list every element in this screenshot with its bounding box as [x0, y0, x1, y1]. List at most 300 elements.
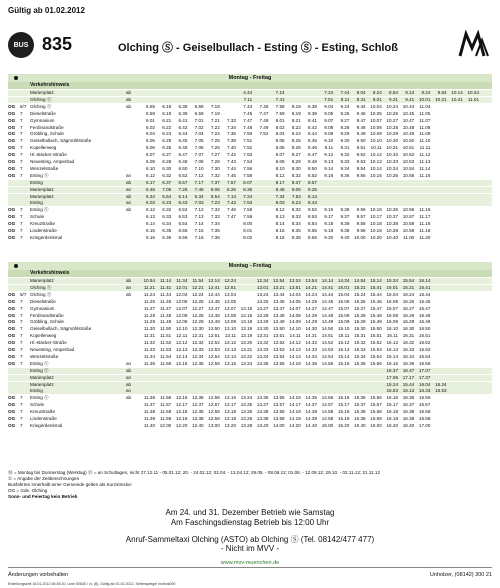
departure-time-cell: 14.14 [289, 353, 301, 359]
table-row [8, 131, 492, 137]
departure-time-cell: 14.09 [289, 319, 301, 325]
stop-name-cell: Kreuzstraße [30, 221, 56, 227]
departure-time-cell: 7.47 [227, 214, 236, 220]
departure-time-cell: 7.06 [162, 186, 172, 192]
zone-number-cell: 7 [20, 353, 23, 359]
departure-time-cell: 16.48 [418, 312, 431, 318]
departure-time-cell: 15.12 [337, 340, 350, 346]
departure-time-cell: 10.51 [402, 145, 415, 151]
departure-time-cell: 12.05 [175, 298, 188, 304]
departure-time-cell: 7.50 [243, 131, 253, 137]
zone-number-cell: 7 [20, 340, 23, 346]
departure-time-cell: 9.05 [324, 110, 334, 116]
departure-time-cell: 8.46 [308, 145, 317, 151]
departure-time-cell: 6.54 [210, 193, 220, 199]
departure-time-cell: 12.33 [192, 347, 204, 352]
zone-cell: OG [8, 124, 16, 130]
departure-time-cell: 12.36 [192, 360, 204, 366]
zone-cell: OG [8, 214, 16, 220]
departure-time-cell: 12.41 [208, 284, 220, 290]
departure-time-cell: 7.28 [210, 159, 220, 164]
departure-time-cell: 13.50 [273, 326, 285, 332]
departure-time-cell: 15.36 [354, 360, 366, 366]
departure-time-cell: 6.58 [194, 103, 204, 109]
departure-time-cell: 7.51 [243, 138, 253, 144]
zone-number-cell: 7 [20, 117, 23, 123]
departure-time-cell: 14.48 [321, 312, 334, 318]
departure-time-cell: 6.14 [146, 221, 155, 227]
departure-time-cell: 15.18 [337, 416, 350, 421]
departure-time-cell: 9.21 [389, 96, 398, 102]
departure-time-cell: 7.24 [243, 193, 253, 199]
stop-name-cell: Geiselbullach, Sägmühlstraße [30, 326, 92, 332]
stop-name-cell: Olching Ⓢ [30, 284, 52, 290]
departure-time-cell: 14.14 [321, 278, 334, 283]
departure-time-cell: 6.34 [162, 221, 172, 227]
departure-time-cell: 13.44 [273, 291, 285, 297]
zone-cell: OG [8, 360, 16, 366]
departure-time-cell: 17.06 [386, 374, 398, 380]
table-row [8, 278, 492, 284]
departure-time-cell: 11.44 [160, 291, 172, 297]
departure-time-cell: 12.24 [224, 278, 236, 283]
departure-time-cell: 13.56 [273, 395, 285, 401]
departure-time-cell: 10.54 [143, 278, 155, 283]
stop-name-cell: Ferdinandstraße [30, 312, 64, 318]
departure-time-cell: 12.27 [192, 305, 204, 311]
departure-time-cell: 6.32 [162, 172, 172, 178]
arr-dep-cell: an [126, 284, 132, 290]
departure-time-cell: 11.41 [160, 284, 172, 290]
zone-number-cell: 7 [20, 347, 23, 352]
departure-time-cell: 8.13 [275, 214, 285, 220]
departure-time-cell: 6.56 [178, 234, 188, 240]
departure-time-cell: 7.58 [243, 172, 253, 178]
stop-name-cell: Gymnasium [30, 117, 55, 123]
departure-time-cell: 9.24 [340, 103, 350, 109]
footer-right-text: Unholzer, (08142) 300 21 [429, 572, 492, 578]
zone-number-cell: 7 [20, 145, 23, 151]
departure-time-cell: 7.56 [243, 165, 253, 171]
departure-time-cell: 7.21 [210, 117, 220, 123]
table-row [8, 354, 492, 360]
departure-time-cell: 10.24 [386, 103, 398, 109]
departure-time-cell: 6.19 [162, 110, 172, 116]
departure-time-cell: 10.11 [370, 145, 382, 151]
table-row [8, 228, 492, 234]
departure-time-cell: 13.54 [305, 278, 317, 283]
departure-time-cell: 13.36 [256, 395, 269, 401]
departure-time-cell: 9.49 [356, 131, 366, 137]
departure-time-cell: 7.53 [243, 200, 253, 206]
departure-time-cell: 7.49 [259, 124, 269, 130]
departure-time-cell: 6.53 [178, 214, 188, 220]
departure-time-cell: 10.00 [354, 234, 366, 240]
departure-time-cell: 15.25 [354, 298, 366, 304]
arr-dep-cell: an [126, 172, 132, 178]
stop-name-cell: Gröbling, Schule [30, 131, 64, 137]
departure-time-cell: 9.18 [324, 221, 334, 227]
footnote-line: Busfahrten innerhalb einer Gemeinde gelten als Kurzstrecke: [8, 482, 133, 487]
departure-time-cell: 15.52 [370, 340, 382, 346]
departure-time-cell: 13.49 [273, 319, 285, 325]
departure-time-cell: 11.14 [419, 165, 431, 171]
zone-cell: OG [8, 221, 16, 227]
notice-line: Am Faschingsdienstag Betrieb bis 12:00 Uhr [170, 518, 330, 527]
zone-number-cell: 7 [20, 207, 23, 213]
departure-time-cell: 16.16 [386, 360, 398, 366]
departure-time-cell: 14.54 [354, 278, 366, 283]
departure-time-cell: 13.25 [256, 298, 269, 304]
departure-time-cell: 6.22 [162, 124, 172, 130]
footer-url-link[interactable]: www.mvv-muenchen.de [220, 560, 280, 566]
departure-time-cell: 12.58 [208, 409, 220, 415]
departure-time-cell: 11.10 [419, 138, 431, 144]
departure-time-cell: 9.33 [340, 159, 350, 164]
departure-time-cell: 8.21 [291, 117, 301, 123]
departure-time-cell: 8.10 [275, 165, 285, 171]
departure-time-cell: 12.49 [208, 319, 220, 325]
departure-time-cell: 8.52 [308, 207, 317, 213]
departure-time-cell: 12.45 [208, 298, 220, 304]
arr-dep-cell: an [126, 388, 132, 394]
departure-time-cell: 12.08 [175, 312, 188, 318]
departure-time-cell: 7.16 [194, 234, 204, 240]
departure-time-cell: 8.28 [291, 159, 301, 164]
departure-time-cell: 11.21 [143, 284, 155, 290]
departure-time-cell: 13.26 [240, 409, 253, 415]
departure-time-cell: 13.01 [256, 284, 269, 290]
departure-time-cell: 16.01 [386, 284, 398, 290]
departure-time-cell: 16.29 [402, 319, 415, 325]
departure-time-cell: 8.54 [308, 221, 317, 227]
departure-time-cell: 11.34 [143, 353, 155, 359]
departure-time-cell: 9.04 [324, 103, 334, 109]
zone-number-cell: 7 [20, 326, 23, 332]
departure-time-cell: 9.48 [356, 124, 366, 130]
route-title: Olching Ⓢ - Geiselbullach - Esting Ⓢ - Esting, Schloß [118, 42, 398, 54]
departure-time-cell: 16.28 [402, 312, 415, 318]
table-row [8, 166, 492, 172]
departure-time-cell: 16.40 [402, 422, 415, 428]
departure-time-cell: 13.38 [256, 416, 269, 421]
departure-time-cell: 6.18 [162, 103, 172, 109]
departure-time-cell: 6.07 [146, 152, 155, 158]
departure-time-cell: 8.03 [275, 200, 285, 206]
arr-dep-cell: ab [126, 278, 132, 283]
departure-time-cell: 16.31 [402, 333, 415, 339]
departure-time-cell: 12.56 [208, 360, 220, 366]
departure-time-cell: 11.17 [419, 214, 431, 220]
departure-time-cell: 14.58 [321, 416, 334, 421]
departure-time-cell: 9.37 [340, 214, 350, 220]
column-header-label: Verkehrshinweis [30, 82, 70, 88]
departure-time-cell: 14.32 [305, 340, 317, 346]
table-row [8, 333, 492, 339]
departure-time-cell: 16.04 [386, 291, 398, 297]
departure-time-cell: 10.56 [402, 172, 415, 178]
departure-time-cell: 13.24 [240, 360, 253, 366]
departure-time-cell: 7.44 [340, 90, 350, 95]
departure-time-cell: 16.38 [402, 416, 415, 421]
notice-line: Am 24. und 31. Dezember Betrieb wie Samstag [165, 508, 335, 517]
departure-time-cell: 7.38 [227, 138, 236, 144]
departure-time-cell: 6.24 [162, 131, 172, 137]
departure-time-cell: 7.25 [210, 138, 220, 144]
departure-time-cell: 8.02 [275, 124, 285, 130]
mvv-logo-icon [456, 30, 492, 60]
departure-time-cell: 7.32 [210, 172, 220, 178]
departure-time-cell: 9.34 [340, 165, 350, 171]
departure-time-cell: 15.44 [370, 291, 382, 297]
departure-time-cell: 11.28 [143, 312, 155, 318]
departure-time-cell: 8.56 [308, 234, 317, 240]
departure-time-cell: 8.14 [275, 221, 285, 227]
departure-time-cell: 14.56 [321, 360, 334, 366]
departure-time-cell: 6.46 [146, 186, 155, 192]
zone-cell: OG [8, 326, 16, 332]
departure-time-cell: 7.58 [275, 103, 285, 109]
departure-time-cell: 16.04 [418, 381, 431, 387]
zone-number-cell: 7 [20, 234, 23, 240]
departure-time-cell: 16.00 [370, 422, 382, 428]
departure-time-cell: 10.18 [370, 221, 382, 227]
departure-time-cell: 9.41 [405, 96, 415, 102]
departure-time-cell: 16.18 [386, 416, 398, 421]
zone-cell: OG [8, 159, 16, 164]
departure-time-cell: 10.07 [370, 117, 382, 123]
departure-time-cell: 10.04 [370, 103, 382, 109]
departure-time-cell: 12.00 [159, 422, 172, 428]
departure-time-cell: 15.54 [402, 278, 415, 283]
departure-time-cell: 6.38 [178, 103, 188, 109]
timetable-header [8, 30, 492, 60]
departure-time-cell: 10.14 [451, 90, 463, 95]
departure-time-cell: 10.41 [451, 96, 463, 102]
departure-time-cell: 9.14 [324, 165, 334, 171]
stop-name-cell: Neuesting, Amperbad [30, 347, 75, 352]
departure-time-cell: 10.13 [370, 159, 382, 164]
departure-time-cell: 10.09 [370, 131, 382, 137]
departure-time-cell: 11.24 [143, 291, 155, 297]
departure-time-cell: 16.05 [386, 298, 398, 304]
arr-dep-cell: ab [126, 90, 132, 95]
departure-time-cell: 14.05 [289, 298, 301, 304]
departure-time-cell: 12.20 [175, 422, 188, 428]
departure-time-cell: 16.53 [418, 347, 431, 352]
departure-time-cell: 7.06 [194, 145, 204, 151]
departure-time-cell: 14.25 [305, 298, 317, 304]
departure-time-cell: 7.45 [227, 172, 236, 178]
zone-number-cell: 7 [20, 333, 23, 339]
departure-time-cell: 15.38 [354, 409, 366, 415]
table-row [8, 382, 492, 388]
departure-time-cell: 13.58 [273, 416, 285, 421]
departure-time-cell: 13.53 [273, 347, 285, 352]
departure-time-cell: 15.01 [337, 284, 350, 290]
departure-time-cell: 16.34 [402, 353, 415, 359]
stop-name-cell: Hl.-Bäcker-Straße [30, 340, 67, 346]
stop-name-cell: Hl.-Bäcker-Straße [30, 152, 67, 158]
departure-time-cell: 8.24 [372, 90, 382, 95]
departure-time-cell: 8.01 [275, 117, 285, 123]
departure-time-cell: 10.05 [370, 110, 382, 116]
table-row [8, 200, 492, 206]
departure-time-cell: 12.51 [224, 284, 236, 290]
departure-time-cell: 11.13 [419, 159, 431, 164]
departure-time-cell: 13.36 [256, 360, 269, 366]
departure-time-cell: 10.57 [402, 214, 415, 220]
departure-time-cell: 8.11 [340, 96, 350, 102]
departure-time-cell: 13.19 [240, 326, 253, 332]
departure-time-cell: 12.30 [192, 326, 204, 332]
arr-dep-cell: ab [126, 395, 132, 401]
departure-time-cell: 11.20 [419, 234, 431, 240]
departure-time-cell: 15.24 [386, 381, 398, 387]
arr-dep-cell: ab [126, 179, 132, 185]
departure-time-cell: 11.16 [419, 172, 431, 178]
departure-time-cell: 8.48 [308, 159, 317, 164]
departure-time-cell: 11.58 [160, 409, 172, 415]
departure-time-cell: 7.46 [259, 103, 269, 109]
departure-time-cell: 16.54 [418, 353, 431, 359]
departure-time-cell: 12.07 [175, 305, 188, 311]
stop-name-cell: Wenzelstraße [30, 165, 59, 171]
departure-time-cell: 11.57 [160, 402, 172, 408]
departure-time-cell: 7.36 [210, 234, 220, 240]
departure-time-cell: 7.58 [243, 214, 253, 220]
notice-line: Anruf-Sammeltaxi Olching (ASTO) ab Olching Ⓢ (Tel. 08142/477 477) [125, 535, 375, 544]
departure-time-cell: 7.47 [259, 110, 269, 116]
departure-time-cell: 14.41 [321, 284, 334, 290]
table-row [8, 221, 492, 227]
table-row [8, 375, 492, 381]
departure-time-cell: 6.15 [146, 228, 155, 233]
departure-time-cell: 12.25 [192, 298, 204, 304]
departure-time-cell: 7.08 [194, 159, 204, 164]
departure-time-cell: 8.08 [275, 159, 285, 164]
departure-time-cell: 13.09 [224, 319, 236, 325]
departure-time-cell: 14.57 [321, 402, 334, 408]
departure-time-cell: 10.31 [386, 145, 398, 151]
departure-time-cell: 16.08 [386, 312, 398, 318]
departure-time-cell: 8.35 [291, 228, 301, 233]
departure-time-cell: 14.40 [305, 422, 317, 428]
table-row [8, 313, 492, 319]
departure-time-cell: 8.43 [308, 200, 317, 206]
departure-time-cell: 9.07 [324, 117, 334, 123]
departure-time-cell: 15.14 [337, 353, 350, 359]
table-row [8, 340, 492, 346]
departure-time-cell: 9.12 [324, 152, 334, 158]
departure-time-cell: 6.35 [162, 228, 172, 233]
departure-time-cell: 7.22 [210, 124, 220, 130]
departure-time-cell: 14.18 [289, 409, 301, 415]
departure-time-cell: 10.21 [435, 96, 447, 102]
departure-time-cell: 9.29 [340, 131, 350, 137]
departure-time-cell: 16.58 [418, 416, 431, 421]
departure-time-cell: 15.32 [354, 340, 366, 346]
departure-time-cell: 15.24 [354, 291, 366, 297]
departure-time-cell: 8.57 [308, 179, 317, 185]
departure-time-cell: 8.42 [308, 124, 317, 130]
stop-name-cell: Olching Ⓢ [30, 291, 52, 297]
departure-time-cell: 9.25 [340, 110, 350, 116]
departure-time-cell: 16.32 [402, 340, 415, 346]
departure-time-cell: 6.08 [146, 159, 155, 164]
stop-name-cell: Lindenstraße [30, 228, 57, 233]
departure-time-cell: 6.01 [146, 117, 155, 123]
footnote-line: Sonn- und Feiertag kein Betrieb [8, 494, 78, 499]
departure-time-cell: 17.37 [418, 374, 431, 380]
departure-time-cell: 9.11 [324, 145, 334, 151]
departure-time-cell: 8.00 [243, 221, 253, 227]
departure-time-cell: 12.18 [175, 416, 188, 421]
departure-time-cell: 10.50 [402, 138, 415, 144]
table-row [8, 125, 492, 131]
departure-time-cell: 9.44 [356, 103, 366, 109]
departure-time-cell: 12.40 [192, 422, 204, 428]
departure-time-cell: 10.49 [402, 131, 415, 137]
departure-time-cell: 7.35 [210, 228, 220, 233]
departure-time-cell: 15.58 [370, 416, 382, 421]
departure-time-cell: 11.36 [143, 360, 155, 366]
departure-time-cell: 13.38 [256, 409, 269, 415]
departure-time-cell: 14.44 [321, 291, 334, 297]
footnotes [8, 470, 492, 500]
departure-time-cell: 14.54 [321, 353, 334, 359]
zone-number-cell: 7 [20, 402, 23, 408]
stop-name-cell: Esting Ⓢ [30, 367, 49, 373]
departure-time-cell: 14.56 [321, 395, 334, 401]
departure-time-cell: 13.31 [256, 333, 269, 339]
arr-dep-cell: ab [126, 207, 132, 213]
departure-time-cell: 9.51 [356, 145, 366, 151]
stop-name-cell: Esting [30, 200, 43, 206]
stop-name-cell: Schule [30, 402, 45, 408]
departure-time-cell: 16.16 [386, 395, 398, 401]
departure-time-cell: 10.17 [370, 214, 382, 220]
departure-time-cell: 9.10 [324, 138, 334, 144]
departure-time-cell: 16.09 [386, 319, 398, 325]
departure-time-cell: 11.09 [419, 131, 431, 137]
zone-number-cell: 7 [20, 312, 23, 318]
departure-time-cell: 9.38 [340, 228, 350, 233]
departure-time-cell: 12.58 [208, 416, 220, 421]
departure-time-cell: 7.27 [210, 152, 220, 158]
departure-time-cell: 6.27 [162, 152, 172, 158]
stop-name-cell: Esting Ⓢ [30, 172, 49, 178]
departure-time-cell: 7.34 [210, 221, 220, 227]
departure-time-cell: 7.54 [243, 159, 253, 164]
departure-time-cell: 16.50 [418, 326, 431, 332]
departure-time-cell: 14.38 [305, 416, 317, 421]
stop-name-cell: Kriegerdenkmal [30, 234, 63, 240]
departure-time-cell: 15.11 [338, 333, 350, 339]
zone-cell: OG [8, 305, 16, 311]
departure-time-cell: 14.16 [289, 360, 301, 366]
line-number: 835 [42, 34, 73, 54]
departure-time-cell: 7.24 [210, 131, 220, 137]
departure-time-cell: 6.17 [146, 179, 155, 185]
departure-time-cell: 12.17 [175, 402, 188, 408]
departure-time-cell: 7.17 [194, 179, 204, 185]
table-row [8, 104, 492, 110]
departure-time-cell: 6.12 [146, 172, 155, 178]
table-row [8, 97, 492, 103]
departure-time-cell: 8.12 [275, 172, 285, 178]
departure-time-cell: 6.37 [162, 179, 172, 185]
